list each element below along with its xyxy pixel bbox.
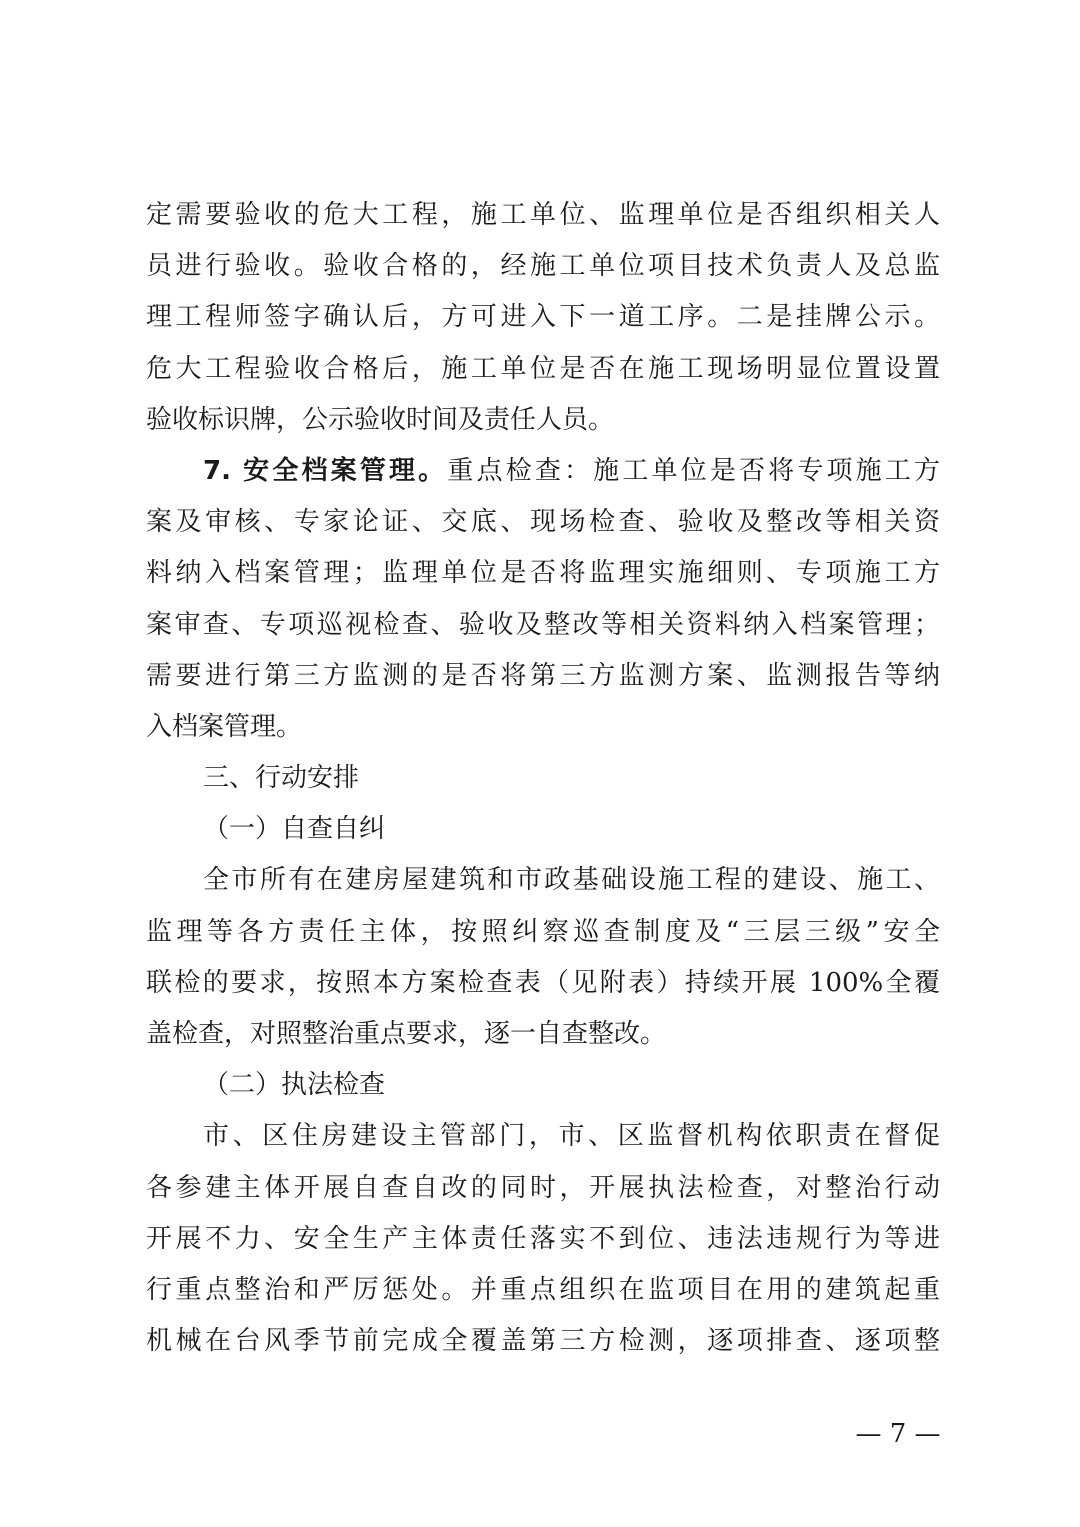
paragraph-line: 全市所有在建房屋建筑和市政基础设施工程的建设、施工、	[203, 865, 940, 896]
paragraph-line: 机械在台风季节前完成全覆盖第三方检测，逐项排查、逐项整	[146, 1326, 940, 1357]
item-7-text: 重点检查：施工单位是否将专项施工方	[447, 455, 940, 486]
paragraph-line: 需要进行第三方监测的是否将第三方监测方案、监测报告等纳	[146, 660, 940, 691]
section-heading: 三、行动安排	[203, 763, 360, 794]
paragraph-line: 联检的要求，按照本方案检查表（见附表）持续开展 100%全覆	[146, 967, 940, 998]
paragraph-line: 危大工程验收合格后，施工单位是否在施工现场明显位置设置	[146, 353, 940, 384]
paragraph-line: 员进行验收。验收合格的，经施工单位项目技术负责人及总监	[146, 251, 940, 282]
paragraph-line: 市、区住房建设主管部门，市、区监督机构依职责在督促	[203, 1121, 940, 1152]
paragraph-line: 各参建主体开展自查自改的同时，开展执法检查，对整治行动	[146, 1172, 940, 1203]
subsection-heading: （一）自查自纠	[203, 814, 386, 845]
paragraph-line: 验收标识牌，公示验收时间及责任人员。	[146, 404, 615, 435]
paragraph-line: 入档案管理。	[146, 711, 303, 742]
paragraph-line: 开展不力、安全生产主体责任落实不到位、违法违规行为等进	[146, 1223, 940, 1254]
document-body	[146, 190, 940, 1367]
paragraph-line: 案及审核、专家论证、交底、现场检查、验收及整改等相关资	[146, 507, 940, 538]
paragraph-line: 盖检查，对照整治重点要求，逐一自查整改。	[146, 1019, 667, 1049]
item-7-first-line	[146, 446, 940, 497]
item-7-title: 7. 安全档案管理。	[203, 455, 448, 486]
paragraph-line: 料纳入档案管理；监理单位是否将监理实施细则、专项施工方	[146, 558, 940, 589]
paragraph-line: 行重点整治和严厉惩处。并重点组织在监项目在用的建筑起重	[146, 1274, 940, 1305]
paragraph-line: 案审查、专项巡视检查、验收及整改等相关资料纳入档案管理；	[146, 609, 940, 640]
paragraph-line: 定需要验收的危大工程，施工单位、监理单位是否组织相关人	[146, 200, 940, 230]
paragraph-line: 监理等各方责任主体，按照纠察巡查制度及“三层三级”安全	[146, 916, 940, 947]
subsection-heading: （二）执法检查	[203, 1070, 386, 1101]
paragraph-line: 理工程师签字确认后，方可进入下一道工序。二是挂牌公示。	[146, 302, 940, 333]
page-number: — 7 —	[855, 1419, 941, 1449]
